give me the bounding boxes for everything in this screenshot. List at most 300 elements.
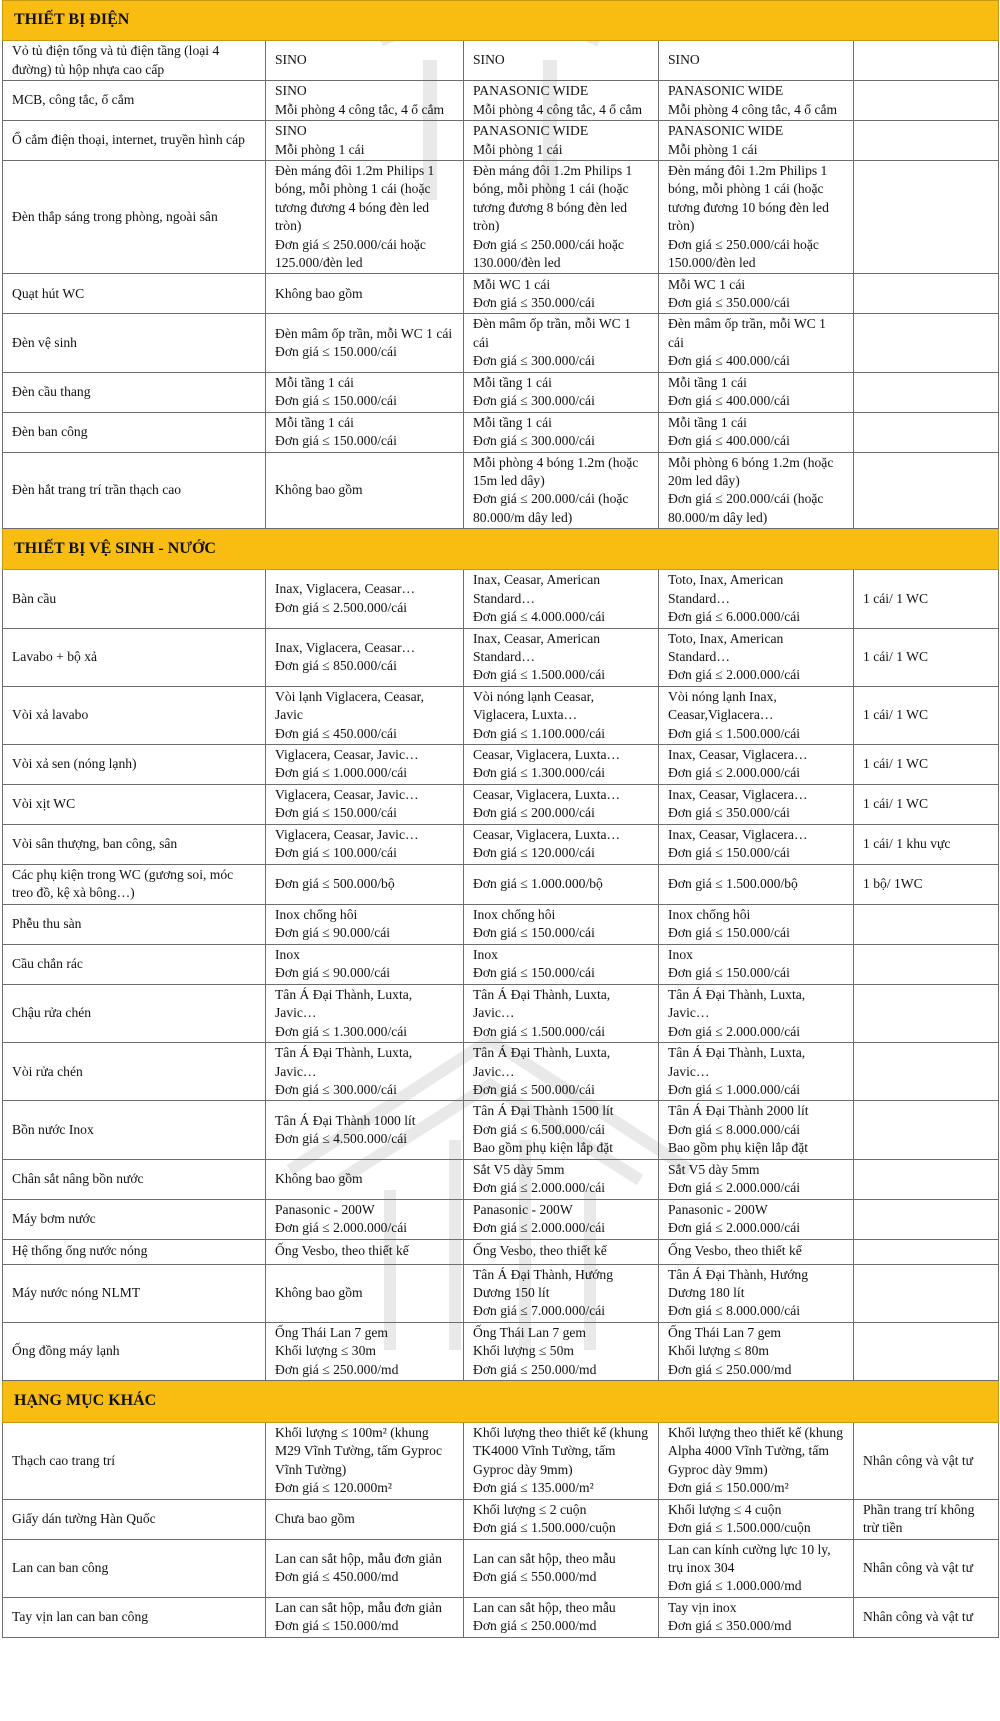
item-name-cell — [3, 372, 266, 412]
tier-3-cell — [659, 274, 854, 314]
tier-1-cell-text: Vòi lạnh Viglacera, Ceasar, Javic Đơn giá ≤ 450.000/cái — [275, 688, 424, 741]
tier-3-cell-text: Tay vịn inox Đơn giá ≤ 350.000/md — [668, 1599, 792, 1634]
tier-1-cell-text: Mỗi tầng 1 cái Đơn giá ≤ 150.000/cái — [275, 414, 397, 449]
table-row — [3, 1539, 999, 1597]
tier-1-cell — [266, 452, 464, 529]
tier-2-cell — [464, 81, 659, 121]
tier-2-cell — [464, 984, 659, 1042]
spec-table — [2, 0, 999, 1638]
table-row — [3, 984, 999, 1042]
tier-2-cell — [464, 274, 659, 314]
tier-2-cell — [464, 1199, 659, 1239]
tier-1-cell — [266, 161, 464, 274]
tier-2-cell — [464, 1539, 659, 1597]
item-name-cell-text: Vòi xả sen (nóng lạnh) — [12, 756, 137, 772]
item-name-cell — [3, 1264, 266, 1322]
tier-2-cell — [464, 372, 659, 412]
tier-3-cell-text: Tân Á Đại Thành, Luxta, Javic… Đơn giá ≤ 2.000.000/cái — [668, 986, 806, 1039]
tier-2-cell — [464, 1597, 659, 1637]
tier-3-cell-text: Toto, Inax, American Standard… Đơn giá ≤ 6.000.000/cái — [668, 572, 801, 625]
tier-1-cell — [266, 1597, 464, 1637]
tier-1-cell-text: SINO — [275, 52, 307, 68]
tier-3-cell — [659, 121, 854, 161]
tier-1-cell-text: Inax, Viglacera, Ceasar… Đơn giá ≤ 2.500.000/cái — [275, 581, 416, 615]
tier-3-cell-text: Panasonic - 200W Đơn giá ≤ 2.000.000/cái — [668, 1201, 801, 1236]
tier-3-cell-text: Vòi nóng lạnh Inax, Ceasar,Viglacera… Đơn giá ≤ 1.500.000/cái — [668, 688, 801, 741]
tier-1-cell-text: Ống Thái Lan 7 gem Khối lượng ≤ 30m Đơn giá ≤ 250.000/md — [275, 1324, 399, 1377]
tier-1-cell-text: Tân Á Đại Thành 1000 lít Đơn giá ≤ 4.500.000/cái — [275, 1112, 416, 1146]
item-name-cell — [3, 1199, 266, 1239]
item-name-cell-text: Vỏ tủ điện tổng và tủ điện tầng (loại 4 đường) tủ hộp nhựa cao cấp — [12, 43, 220, 77]
item-name-cell — [3, 1043, 266, 1101]
item-name-cell-text: Máy nước nóng NLMT — [12, 1285, 141, 1300]
tier-1-cell — [266, 41, 464, 81]
tier-3-cell-text: Toto, Inax, American Standard… Đơn giá ≤ 2.000.000/cái — [668, 630, 801, 683]
tier-2-cell — [464, 452, 659, 529]
tier-2-cell — [464, 744, 659, 784]
table-row — [3, 1499, 999, 1539]
spec-sheet — [2, 0, 998, 1638]
tier-1-cell — [266, 1499, 464, 1539]
item-name-cell — [3, 274, 266, 314]
tier-2-cell — [464, 570, 659, 628]
item-name-cell — [3, 984, 266, 1042]
tier-3-cell — [659, 161, 854, 274]
note-cell-text: 1 cái/ 1 WC — [863, 756, 929, 772]
tier-3-cell — [659, 1101, 854, 1159]
tier-1-cell-text: Tân Á Đại Thành, Luxta, Javic… Đơn giá ≤ 300.000/cái — [275, 1045, 413, 1097]
note-cell — [854, 1199, 999, 1239]
item-name-cell — [3, 121, 266, 161]
note-cell — [854, 1159, 999, 1199]
tier-1-cell — [266, 81, 464, 121]
table-row — [3, 784, 999, 824]
tier-1-cell-text: Lan can sắt hộp, mẫu đơn giản Đơn giá ≤ 450.000/md — [275, 1550, 442, 1585]
item-name-cell-text: Đèn ban công — [12, 423, 88, 439]
tier-3-cell-text: Tân Á Đại Thành, Hướng Dương 180 lít Đơn giá ≤ 8.000.000/cái — [668, 1266, 809, 1319]
note-cell — [854, 864, 999, 904]
tier-1-cell — [266, 570, 464, 628]
note-cell-text: Phần trang trí không trừ tiền — [863, 1501, 975, 1536]
note-cell — [854, 161, 999, 274]
note-cell — [854, 570, 999, 628]
table-row — [3, 944, 999, 984]
item-name-cell — [3, 41, 266, 81]
section-title: THIẾT BỊ ĐIỆN — [3, 1, 999, 41]
item-name-cell — [3, 1539, 266, 1597]
tier-2-cell-text: Panasonic - 200W Đơn giá ≤ 2.000.000/cái — [473, 1201, 606, 1236]
tier-1-cell — [266, 1199, 464, 1239]
table-row — [3, 1597, 999, 1637]
tier-3-cell-text: Lan can kính cường lực 10 ly, trụ inox 304 Đơn giá ≤ 1.000.000/md — [668, 1541, 831, 1594]
item-name-cell-text: Đèn hắt trang trí trần thạch cao — [12, 482, 182, 498]
table-row — [3, 121, 999, 161]
tier-3-cell-text: Đèn mâm ốp trần, mỗi WC 1 cái Đơn giá ≤ 400.000/cái — [668, 316, 826, 369]
note-cell-text: Nhân công và vật tư — [863, 1609, 974, 1625]
tier-1-cell — [266, 628, 464, 686]
tier-3-cell — [659, 944, 854, 984]
tier-3-cell — [659, 1239, 854, 1264]
tier-2-cell — [464, 824, 659, 864]
item-name-cell — [3, 1322, 266, 1380]
tier-3-cell — [659, 744, 854, 784]
section-title: THIẾT BỊ VỆ SINH - NƯỚC — [3, 529, 999, 570]
tier-1-cell — [266, 744, 464, 784]
item-name-cell-text: Vòi xả lavabo — [12, 707, 89, 723]
tier-3-cell-text: Tân Á Đại Thành 2000 lít Đơn giá ≤ 8.000.000/cái Bao gồm phụ kiện lắp đặt — [668, 1103, 809, 1156]
tier-2-cell-text: Mỗi phòng 4 bóng 1.2m (hoặc 15m led dây) Đơn giá ≤ 200.000/cái (hoặc 80.000/m dây led) — [473, 454, 639, 525]
tier-2-cell-text: Mỗi tầng 1 cái Đơn giá ≤ 300.000/cái — [473, 374, 595, 409]
tier-1-cell — [266, 1239, 464, 1264]
tier-3-cell — [659, 1539, 854, 1597]
tier-3-cell-text: Mỗi tầng 1 cái Đơn giá ≤ 400.000/cái — [668, 374, 790, 409]
tier-2-cell-text: Lan can sắt hộp, theo mẫu Đơn giá ≤ 250.000/md — [473, 1599, 616, 1634]
tier-3-cell-text: Khối lượng ≤ 4 cuộn Đơn giá ≤ 1.500.000/cuộn — [668, 1501, 811, 1536]
table-row — [3, 904, 999, 944]
item-name-cell — [3, 570, 266, 628]
tier-3-cell — [659, 1322, 854, 1380]
tier-1-cell — [266, 1322, 464, 1380]
tier-1-cell — [266, 904, 464, 944]
section-header-row — [3, 1381, 999, 1423]
tier-1-cell-text: Tân Á Đại Thành, Luxta, Javic… Đơn giá ≤ 1.300.000/cái — [275, 986, 413, 1039]
note-cell — [854, 1239, 999, 1264]
table-row — [3, 824, 999, 864]
tier-3-cell — [659, 686, 854, 744]
tier-1-cell — [266, 984, 464, 1042]
tier-3-cell — [659, 1597, 854, 1637]
note-cell — [854, 314, 999, 372]
item-name-cell-text: Lan can ban công — [12, 1560, 109, 1576]
table-row — [3, 372, 999, 412]
item-name-cell-text: Cầu chắn rác — [12, 956, 83, 972]
tier-1-cell-text: Không bao gồm — [275, 482, 363, 498]
tier-2-cell-text: Lan can sắt hộp, theo mẫu Đơn giá ≤ 550.000/md — [473, 1550, 616, 1585]
tier-2-cell — [464, 1499, 659, 1539]
tier-2-cell-text: PANASONIC WIDE Mỗi phòng 4 công tắc, 4 ổ cắm — [473, 83, 643, 117]
tier-2-cell — [464, 161, 659, 274]
note-cell-text: 1 cái/ 1 WC — [863, 707, 929, 723]
table-row — [3, 1159, 999, 1199]
note-cell — [854, 1101, 999, 1159]
note-cell — [854, 744, 999, 784]
note-cell — [854, 1322, 999, 1380]
note-cell-text: 1 cái/ 1 khu vực — [863, 836, 951, 852]
tier-2-cell — [464, 1423, 659, 1500]
tier-1-cell-text: Viglacera, Ceasar, Javic… Đơn giá ≤ 150.000/cái — [275, 787, 419, 821]
tier-1-cell-text: Không bao gồm — [275, 1170, 363, 1186]
tier-2-cell-text: Đơn giá ≤ 1.000.000/bộ — [473, 876, 603, 892]
tier-2-cell — [464, 1322, 659, 1380]
tier-1-cell — [266, 121, 464, 161]
tier-1-cell — [266, 864, 464, 904]
tier-3-cell-text: Inax, Ceasar, Viglacera… Đơn giá ≤ 2.000.000/cái — [668, 747, 808, 781]
item-name-cell — [3, 314, 266, 372]
note-cell — [854, 1499, 999, 1539]
tier-2-cell — [464, 904, 659, 944]
item-name-cell — [3, 628, 266, 686]
tier-2-cell-text: Tân Á Đại Thành, Luxta, Javic… Đơn giá ≤ 1.500.000/cái — [473, 986, 611, 1039]
table-row — [3, 274, 999, 314]
tier-1-cell-text: Không bao gồm — [275, 285, 363, 301]
item-name-cell-text: Thạch cao trang trí — [12, 1452, 116, 1468]
item-name-cell — [3, 161, 266, 274]
table-row — [3, 1101, 999, 1159]
tier-2-cell — [464, 864, 659, 904]
note-cell-text: Nhân công và vật tư — [863, 1560, 974, 1576]
tier-2-cell-text: Vòi nóng lạnh Ceasar, Viglacera, Luxta… Đơn giá ≤ 1.100.000/cái — [473, 688, 606, 741]
item-name-cell-text: Ống đồng máy lạnh — [12, 1343, 120, 1359]
tier-3-cell — [659, 864, 854, 904]
note-cell — [854, 81, 999, 121]
item-name-cell — [3, 1499, 266, 1539]
tier-1-cell — [266, 1101, 464, 1159]
tier-2-cell-text: Ceasar, Viglacera, Luxta… Đơn giá ≤ 1.300.000/cái — [473, 747, 621, 781]
tier-2-cell-text: PANASONIC WIDE Mỗi phòng 1 cái — [473, 123, 589, 157]
item-name-cell-text: Giấy dán tường Hàn Quốc — [12, 1510, 156, 1526]
tier-3-cell-text: SINO — [668, 52, 700, 68]
item-name-cell — [3, 864, 266, 904]
item-name-cell-text: Quạt hút WC — [12, 285, 85, 301]
section-title: HẠNG MỤC KHÁC — [3, 1381, 999, 1423]
table-row — [3, 686, 999, 744]
tier-2-cell — [464, 41, 659, 81]
tier-3-cell-text: Inax, Ceasar, Viglacera… Đơn giá ≤ 150.000/cái — [668, 827, 808, 861]
tier-2-cell-text: SINO — [473, 52, 505, 68]
item-name-cell — [3, 81, 266, 121]
tier-1-cell — [266, 944, 464, 984]
tier-3-cell — [659, 984, 854, 1042]
tier-2-cell-text: Khối lượng theo thiết kế (khung TK4000 Vĩnh Tường, tấm Gyproc dày 9mm) Đơn giá ≤ 135.000/m² — [473, 1425, 649, 1496]
note-cell — [854, 944, 999, 984]
item-name-cell-text: Vòi rửa chén — [12, 1063, 83, 1079]
tier-2-cell-text: Đèn máng đôi 1.2m Philips 1 bóng, mỗi phòng 1 cái (hoặc tương đương 8 bóng đèn led tròn) Đơn giá ≤ 250.000/cái hoặc 130.000/đèn led — [473, 163, 633, 271]
item-name-cell-text: Lavabo + bộ xả — [12, 648, 98, 664]
note-cell — [854, 41, 999, 81]
tier-1-cell-text: SINO Mỗi phòng 4 công tắc, 4 ổ cắm — [275, 83, 445, 117]
tier-2-cell-text: Khối lượng ≤ 2 cuộn Đơn giá ≤ 1.500.000/cuộn — [473, 1501, 616, 1536]
note-cell-text: 1 cái/ 1 WC — [863, 796, 929, 812]
tier-3-cell — [659, 412, 854, 452]
note-cell — [854, 686, 999, 744]
tier-1-cell-text: Lan can sắt hộp, mẫu đơn giản Đơn giá ≤ 150.000/md — [275, 1599, 442, 1634]
item-name-cell-text: Đèn vệ sinh — [12, 334, 77, 350]
table-row — [3, 452, 999, 529]
tier-2-cell-text: Mỗi tầng 1 cái Đơn giá ≤ 300.000/cái — [473, 414, 595, 449]
tier-2-cell — [464, 628, 659, 686]
note-cell-text: 1 bộ/ 1WC — [863, 876, 923, 892]
note-cell — [854, 412, 999, 452]
tier-3-cell-text: Đèn máng đôi 1.2m Philips 1 bóng, mỗi phòng 1 cái (hoặc tương đương 10 bóng đèn led tròn) Đơn giá ≤ 250.000/cái hoặc 150.000/đèn led — [668, 163, 829, 271]
note-cell — [854, 1423, 999, 1500]
tier-1-cell-text: Đèn mâm ốp trần, mỗi WC 1 cái Đơn giá ≤ 150.000/cái — [275, 325, 453, 360]
note-cell-text: Nhân công và vật tư — [863, 1452, 974, 1468]
note-cell — [854, 984, 999, 1042]
item-name-cell-text: Tay vịn lan can ban công — [12, 1609, 149, 1625]
section-header-row — [3, 529, 999, 570]
tier-1-cell-text: Đơn giá ≤ 500.000/bộ — [275, 876, 395, 892]
tier-3-cell — [659, 1159, 854, 1199]
tier-1-cell — [266, 412, 464, 452]
note-cell — [854, 274, 999, 314]
tier-1-cell — [266, 686, 464, 744]
tier-3-cell-text: Đơn giá ≤ 1.500.000/bộ — [668, 876, 798, 892]
spec-table-body — [3, 1, 999, 1638]
tier-2-cell-text: Sắt V5 dày 5mm Đơn giá ≤ 2.000.000/cái — [473, 1161, 606, 1196]
tier-3-cell — [659, 824, 854, 864]
tier-1-cell-text: Panasonic - 200W Đơn giá ≤ 2.000.000/cái — [275, 1201, 408, 1236]
tier-2-cell-text: Inox Đơn giá ≤ 150.000/cái — [473, 947, 595, 981]
note-cell — [854, 372, 999, 412]
table-row — [3, 1043, 999, 1101]
item-name-cell-text: Hệ thống ống nước nóng — [12, 1243, 148, 1259]
tier-1-cell — [266, 372, 464, 412]
table-row — [3, 1423, 999, 1500]
item-name-cell — [3, 452, 266, 529]
item-name-cell-text: Máy bơm nước — [12, 1210, 96, 1226]
tier-3-cell — [659, 1199, 854, 1239]
section-header-row — [3, 1, 999, 41]
tier-1-cell — [266, 1539, 464, 1597]
tier-2-cell — [464, 314, 659, 372]
item-name-cell-text: Các phụ kiện trong WC (gương soi, móc treo đồ, kệ xà bông…) — [12, 867, 234, 901]
tier-1-cell — [266, 1423, 464, 1500]
item-name-cell — [3, 784, 266, 824]
tier-3-cell-text: Inax, Ceasar, Viglacera… Đơn giá ≤ 350.000/cái — [668, 787, 808, 821]
tier-2-cell — [464, 412, 659, 452]
tier-1-cell — [266, 1159, 464, 1199]
item-name-cell-text: Bàn cầu — [12, 590, 57, 606]
table-row — [3, 864, 999, 904]
tier-3-cell-text: Inox chống hôi Đơn giá ≤ 150.000/cái — [668, 907, 790, 941]
tier-1-cell-text: Inox Đơn giá ≤ 90.000/cái — [275, 947, 391, 981]
note-cell-text: 1 cái/ 1 WC — [863, 590, 929, 606]
tier-3-cell — [659, 1423, 854, 1500]
note-cell — [854, 1597, 999, 1637]
tier-1-cell-text: Khối lượng ≤ 100m² (khung M29 Vĩnh Tường, tấm Gyproc Vĩnh Tường) Đơn giá ≤ 120.000m² — [275, 1425, 442, 1496]
tier-2-cell-text: Mỗi WC 1 cái Đơn giá ≤ 350.000/cái — [473, 276, 595, 310]
tier-1-cell-text: Viglacera, Ceasar, Javic… Đơn giá ≤ 100.000/cái — [275, 827, 419, 861]
tier-1-cell-text: Ống Vesbo, theo thiết kế — [275, 1243, 409, 1259]
tier-2-cell — [464, 944, 659, 984]
note-cell — [854, 1264, 999, 1322]
table-row — [3, 314, 999, 372]
item-name-cell — [3, 686, 266, 744]
item-name-cell-text: Chậu rửa chén — [12, 1005, 92, 1021]
tier-2-cell-text: Inax, Ceasar, American Standard… Đơn giá ≤ 1.500.000/cái — [473, 630, 606, 683]
item-name-cell-text: Vòi xịt WC — [12, 796, 76, 812]
tier-2-cell — [464, 1239, 659, 1264]
item-name-cell-text: Vòi sân thượng, ban công, sân — [12, 836, 178, 852]
table-row — [3, 570, 999, 628]
item-name-cell — [3, 412, 266, 452]
item-name-cell-text: Ổ cắm điện thoại, internet, truyền hình cáp — [12, 132, 245, 148]
item-name-cell — [3, 744, 266, 784]
tier-1-cell-text: Đèn máng đôi 1.2m Philips 1 bóng, mỗi phòng 1 cái (hoặc tương đương 4 bóng đèn led tròn) Đơn giá ≤ 250.000/cái hoặc 125.000/đèn led — [275, 163, 435, 271]
table-row — [3, 628, 999, 686]
tier-3-cell-text: Mỗi phòng 6 bóng 1.2m (hoặc 20m led dây) Đơn giá ≤ 200.000/cái (hoặc 80.000/m dây led) — [668, 454, 834, 525]
note-cell — [854, 452, 999, 529]
tier-1-cell-text: SINO Mỗi phòng 1 cái — [275, 123, 365, 157]
tier-3-cell — [659, 570, 854, 628]
tier-3-cell-text: PANASONIC WIDE Mỗi phòng 1 cái — [668, 123, 784, 157]
note-cell — [854, 824, 999, 864]
tier-3-cell-text: PANASONIC WIDE Mỗi phòng 4 công tắc, 4 ổ cắm — [668, 83, 838, 117]
item-name-cell-text: Phễu thu sàn — [12, 916, 82, 932]
tier-3-cell-text: Sắt V5 dày 5mm Đơn giá ≤ 2.000.000/cái — [668, 1161, 801, 1196]
table-row — [3, 1199, 999, 1239]
tier-2-cell-text: Đèn mâm ốp trần, mỗi WC 1 cái Đơn giá ≤ 300.000/cái — [473, 316, 631, 369]
tier-2-cell-text: Ống Thái Lan 7 gem Khối lượng ≤ 50m Đơn giá ≤ 250.000/md — [473, 1324, 597, 1377]
tier-2-cell-text: Tân Á Đại Thành, Hướng Dương 150 lít Đơn giá ≤ 7.000.000/cái — [473, 1266, 614, 1319]
tier-3-cell-text: Ống Thái Lan 7 gem Khối lượng ≤ 80m Đơn giá ≤ 250.000/md — [668, 1324, 792, 1377]
tier-3-cell-text: Inox Đơn giá ≤ 150.000/cái — [668, 947, 790, 981]
tier-2-cell-text: Tân Á Đại Thành, Luxta, Javic… Đơn giá ≤ 500.000/cái — [473, 1045, 611, 1097]
tier-1-cell-text: Không bao gồm — [275, 1285, 363, 1300]
tier-3-cell-text: Mỗi tầng 1 cái Đơn giá ≤ 400.000/cái — [668, 414, 790, 449]
table-row — [3, 1239, 999, 1264]
tier-1-cell-text: Inax, Viglacera, Ceasar… Đơn giá ≤ 850.000/cái — [275, 639, 416, 674]
note-cell — [854, 1539, 999, 1597]
table-row — [3, 1264, 999, 1322]
note-cell — [854, 904, 999, 944]
note-cell — [854, 121, 999, 161]
tier-3-cell — [659, 1499, 854, 1539]
table-row — [3, 81, 999, 121]
tier-3-cell — [659, 1043, 854, 1101]
tier-1-cell — [266, 824, 464, 864]
tier-1-cell — [266, 1043, 464, 1101]
tier-3-cell — [659, 1264, 854, 1322]
tier-3-cell — [659, 81, 854, 121]
item-name-cell-text: Đèn thắp sáng trong phòng, ngoài sân — [12, 209, 218, 225]
tier-1-cell — [266, 314, 464, 372]
note-cell — [854, 628, 999, 686]
tier-3-cell — [659, 314, 854, 372]
item-name-cell-text: MCB, công tắc, ổ cắm — [12, 92, 135, 108]
item-name-cell-text: Chân sắt nâng bồn nước — [12, 1170, 144, 1186]
tier-2-cell — [464, 121, 659, 161]
tier-3-cell — [659, 904, 854, 944]
table-row — [3, 744, 999, 784]
tier-3-cell — [659, 784, 854, 824]
tier-1-cell — [266, 784, 464, 824]
item-name-cell — [3, 1423, 266, 1500]
note-cell — [854, 784, 999, 824]
tier-3-cell — [659, 372, 854, 412]
tier-2-cell — [464, 784, 659, 824]
tier-3-cell-text: Tân Á Đại Thành, Luxta, Javic… Đơn giá ≤ 1.000.000/cái — [668, 1045, 806, 1097]
tier-3-cell — [659, 452, 854, 529]
table-row — [3, 1322, 999, 1380]
tier-2-cell-text: Inox chống hôi Đơn giá ≤ 150.000/cái — [473, 907, 595, 941]
tier-3-cell — [659, 628, 854, 686]
tier-2-cell — [464, 1043, 659, 1101]
item-name-cell — [3, 1159, 266, 1199]
tier-1-cell-text: Inox chống hôi Đơn giá ≤ 90.000/cái — [275, 907, 391, 941]
table-row — [3, 412, 999, 452]
item-name-cell — [3, 944, 266, 984]
item-name-cell-text: Đèn cầu thang — [12, 383, 91, 399]
tier-2-cell-text: Ceasar, Viglacera, Luxta… Đơn giá ≤ 120.000/cái — [473, 827, 621, 861]
tier-3-cell-text: Khối lượng theo thiết kế (khung Alpha 4000 Vĩnh Tường, tấm Gyproc dày 9mm) Đơn giá ≤ 150.000/m² — [668, 1425, 844, 1496]
item-name-cell — [3, 824, 266, 864]
tier-1-cell — [266, 274, 464, 314]
tier-2-cell-text: Ceasar, Viglacera, Luxta… Đơn giá ≤ 200.000/cái — [473, 787, 621, 821]
item-name-cell — [3, 1239, 266, 1264]
item-name-cell — [3, 1101, 266, 1159]
tier-2-cell — [464, 1264, 659, 1322]
